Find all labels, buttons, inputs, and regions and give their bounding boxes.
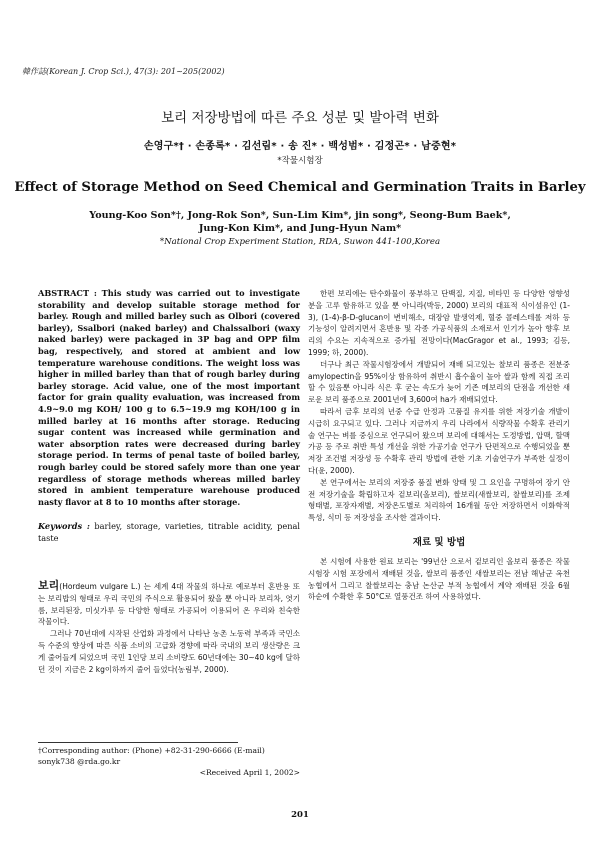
- body-paragraph: 본 연구에서는 보리의 저장중 품질 변화 양태 및 그 요인을 구명하여 장기 안전 저장기술을 확립하고자 겉보리(올보리), 쌀보리(새쌀보리, 찰쌀보리)를 조제 형태별, 포장자재별, 저장온도별로 처리하여 16개월 동안 저장하면서 이화학적 특성, 식미 등 저장성을 조사한 결과이다.: [308, 477, 570, 523]
- page-number: 201: [291, 810, 309, 820]
- right-body: [308, 288, 570, 603]
- drop-word: 보리: [38, 579, 60, 592]
- received-date: <Received April 1, 2002>: [199, 768, 300, 777]
- body-paragraph: 따라서 금후 보리의 년중 수급 안정과 고품질 유지를 위한 저장기술 개발이 시급히 요구되고 있다. 그러나 지금까지 우리 나라에서 식량작물 수확후 관리기술 연구는 벼를 중심으로 연구되어 왔으며 보리에 대해서는 도정방법, 압맥, 할맥가공 등 주로 취반 특성 개선을 위한 가공기술 연구가 단편적으로 수행되었을 뿐 저장 조건별 저장성 등 수확후 관리 방법에 관한 기초 기술연구가 부족한 실정이다(윤, 2000).: [308, 406, 570, 475]
- keywords-label: Keywords :: [38, 521, 90, 531]
- english-affiliation: *National Crop Experiment Station, RDA, Suwon 441-100,Korea: [159, 237, 441, 247]
- abstract: ABSTRACT : This study was carried out to investigate storability and develop suitable storage method for barley. Rough and milled barley such as Olbori (covered barley), Ssalbori (naked barley) and Chalssalbori (waxy naked barley) were packaged in 3P bag and OPP film bag, respectively, and stored at ambient and low temperature warehouse conditions. The weight loss was higher in milled barley than that of rough barley during barley storage. Acid value, one of the most important factor for grain quality evaluation, was increased from 4.9~9.0 mg KOH/ 100 g to 6.5~19.9 mg KOH/100 g in milled barley at 16 months after storage. Reducing sugar content was increased while germination and water absorption rates were decreased during barley storage period. In terms of penal taste of boiled barley, rough barley could be stored safely more than one year regardless of storage methods whereas milled barley stored in ambient temperature warehouse produced nasty flavor at 8 to 10 months after storage.: [38, 288, 300, 507]
- korean-affiliation: *작물시험장: [277, 156, 323, 166]
- body-paragraph: 그러나 70년대에 시작된 산업화 과정에서 나타난 농촌 노동력 부족과 국민소득 수준의 향상에 따른 식품 소비의 고급화 경향에 따라 국내의 보리 생산량은 크게 줄어들게 되었으며 국민 1인당 보리 소비량도 60년대에는 30~40 kg에 달하던 것이 지금은 2 kg이하까지 줄어 들었다(농림부, 2000).: [38, 629, 300, 674]
- body-paragraph: 한편 보리에는 탄수화물이 풍부하고 단백질, 지질, 비타민 등 다양한 영향성분을 고루 함유하고 있을 뿐 아니라(박등, 2000) 보리의 대표적 식이섬유인 (1-3), (1-4)-β-D-glucan이 변비해소, 대장암 발생억제, 혈중 콜레스테롤 저하 등 기능성이 알려지면서 혼반용 및 각종 가공식품의 소재로서 인기가 높아 향후 보리의 수요는 지속적으로 증가될 전망이다(MacGragor et al., 1993; 김등, 1999; 하, 2000).: [308, 289, 570, 357]
- body-paragraph: [38, 580, 300, 628]
- english-authors-line1: Young-Koo Son*†, Jong-Rok Son*, Sun-Lim Kim*, jin song*, Seong-Bum Baek*,: [89, 210, 511, 221]
- body-paragraph-rest: (Hordeum vulgare L.) 는 세계 4대 작물의 하나로 예로부터 혼반용 또는 보리밥의 형태로 우리 국민의 주식으로 활용되어 왔을 뿐 아니라 보리차, 엿기름, 보리된장, 미싯가루 등 다양한 형태로 가공되어 이용되어 온 우리와 친숙한 작물이다.: [38, 582, 300, 627]
- english-authors-line2: Jung-Kon Kim*, and Jung-Hyun Nam*: [198, 223, 402, 234]
- keywords-text: barley, storage, varieties, titrable acidity, penal taste: [38, 521, 301, 543]
- english-authors: [0, 209, 600, 235]
- footnote: [38, 745, 300, 778]
- journal-header: 韓作誌(Korean J. Crop Sci.), 47(3): 201~205(2002): [22, 67, 225, 76]
- left-body: [38, 580, 300, 675]
- keywords: [38, 520, 300, 544]
- footnote-rule: [38, 742, 238, 743]
- corresponding-author: †Corresponding author: (Phone) +82-31-290-6666 (E-mail) sonyk738 @rda.go.kr: [38, 746, 265, 766]
- korean-authors: 손영구*† · 손종록* · 김선림* · 송 진* · 백성범* · 김정곤* · 남중현*: [143, 141, 457, 152]
- english-title: Effect of Storage Method on Seed Chemical and Germination Traits in Barley: [14, 180, 586, 195]
- body-paragraph: 본 시험에 사용한 원료 보리는 '99년산 으로서 겉보리인 올보리 품종은 작물시험장 시험 포장에서 재배된 것을, 쌀보리 품종인 새쌀보리는 전남 해남군 옥천 농협에서 그리고 찰쌀보리는 충남 논산군 부적 농협에서 계약 재배된 것을 6월 하순에 수확한 후 50°C로 열풍건조 하여 사용하였다.: [308, 556, 570, 602]
- body-paragraph: 더구나 최근 작물시험장에서 개발되어 재배 되고있는 찰보리 품종은 전분중 amylopectin을 95%이상 함유하여 취반시 흡수율이 높아 쌀과 함께 직접 조리할 수 있음뿐 아니라 식은 후 굳는 속도가 늦어 기존 메보리의 단점을 개선한 새로운 보리 품종으로 2001년에 3,600여 ha가 재배되었다.: [308, 359, 570, 405]
- section-title: 재료 및 방법: [412, 536, 466, 548]
- korean-title: 보리 저장방법에 따른 주요 성분 및 발아력 변화: [161, 110, 439, 126]
